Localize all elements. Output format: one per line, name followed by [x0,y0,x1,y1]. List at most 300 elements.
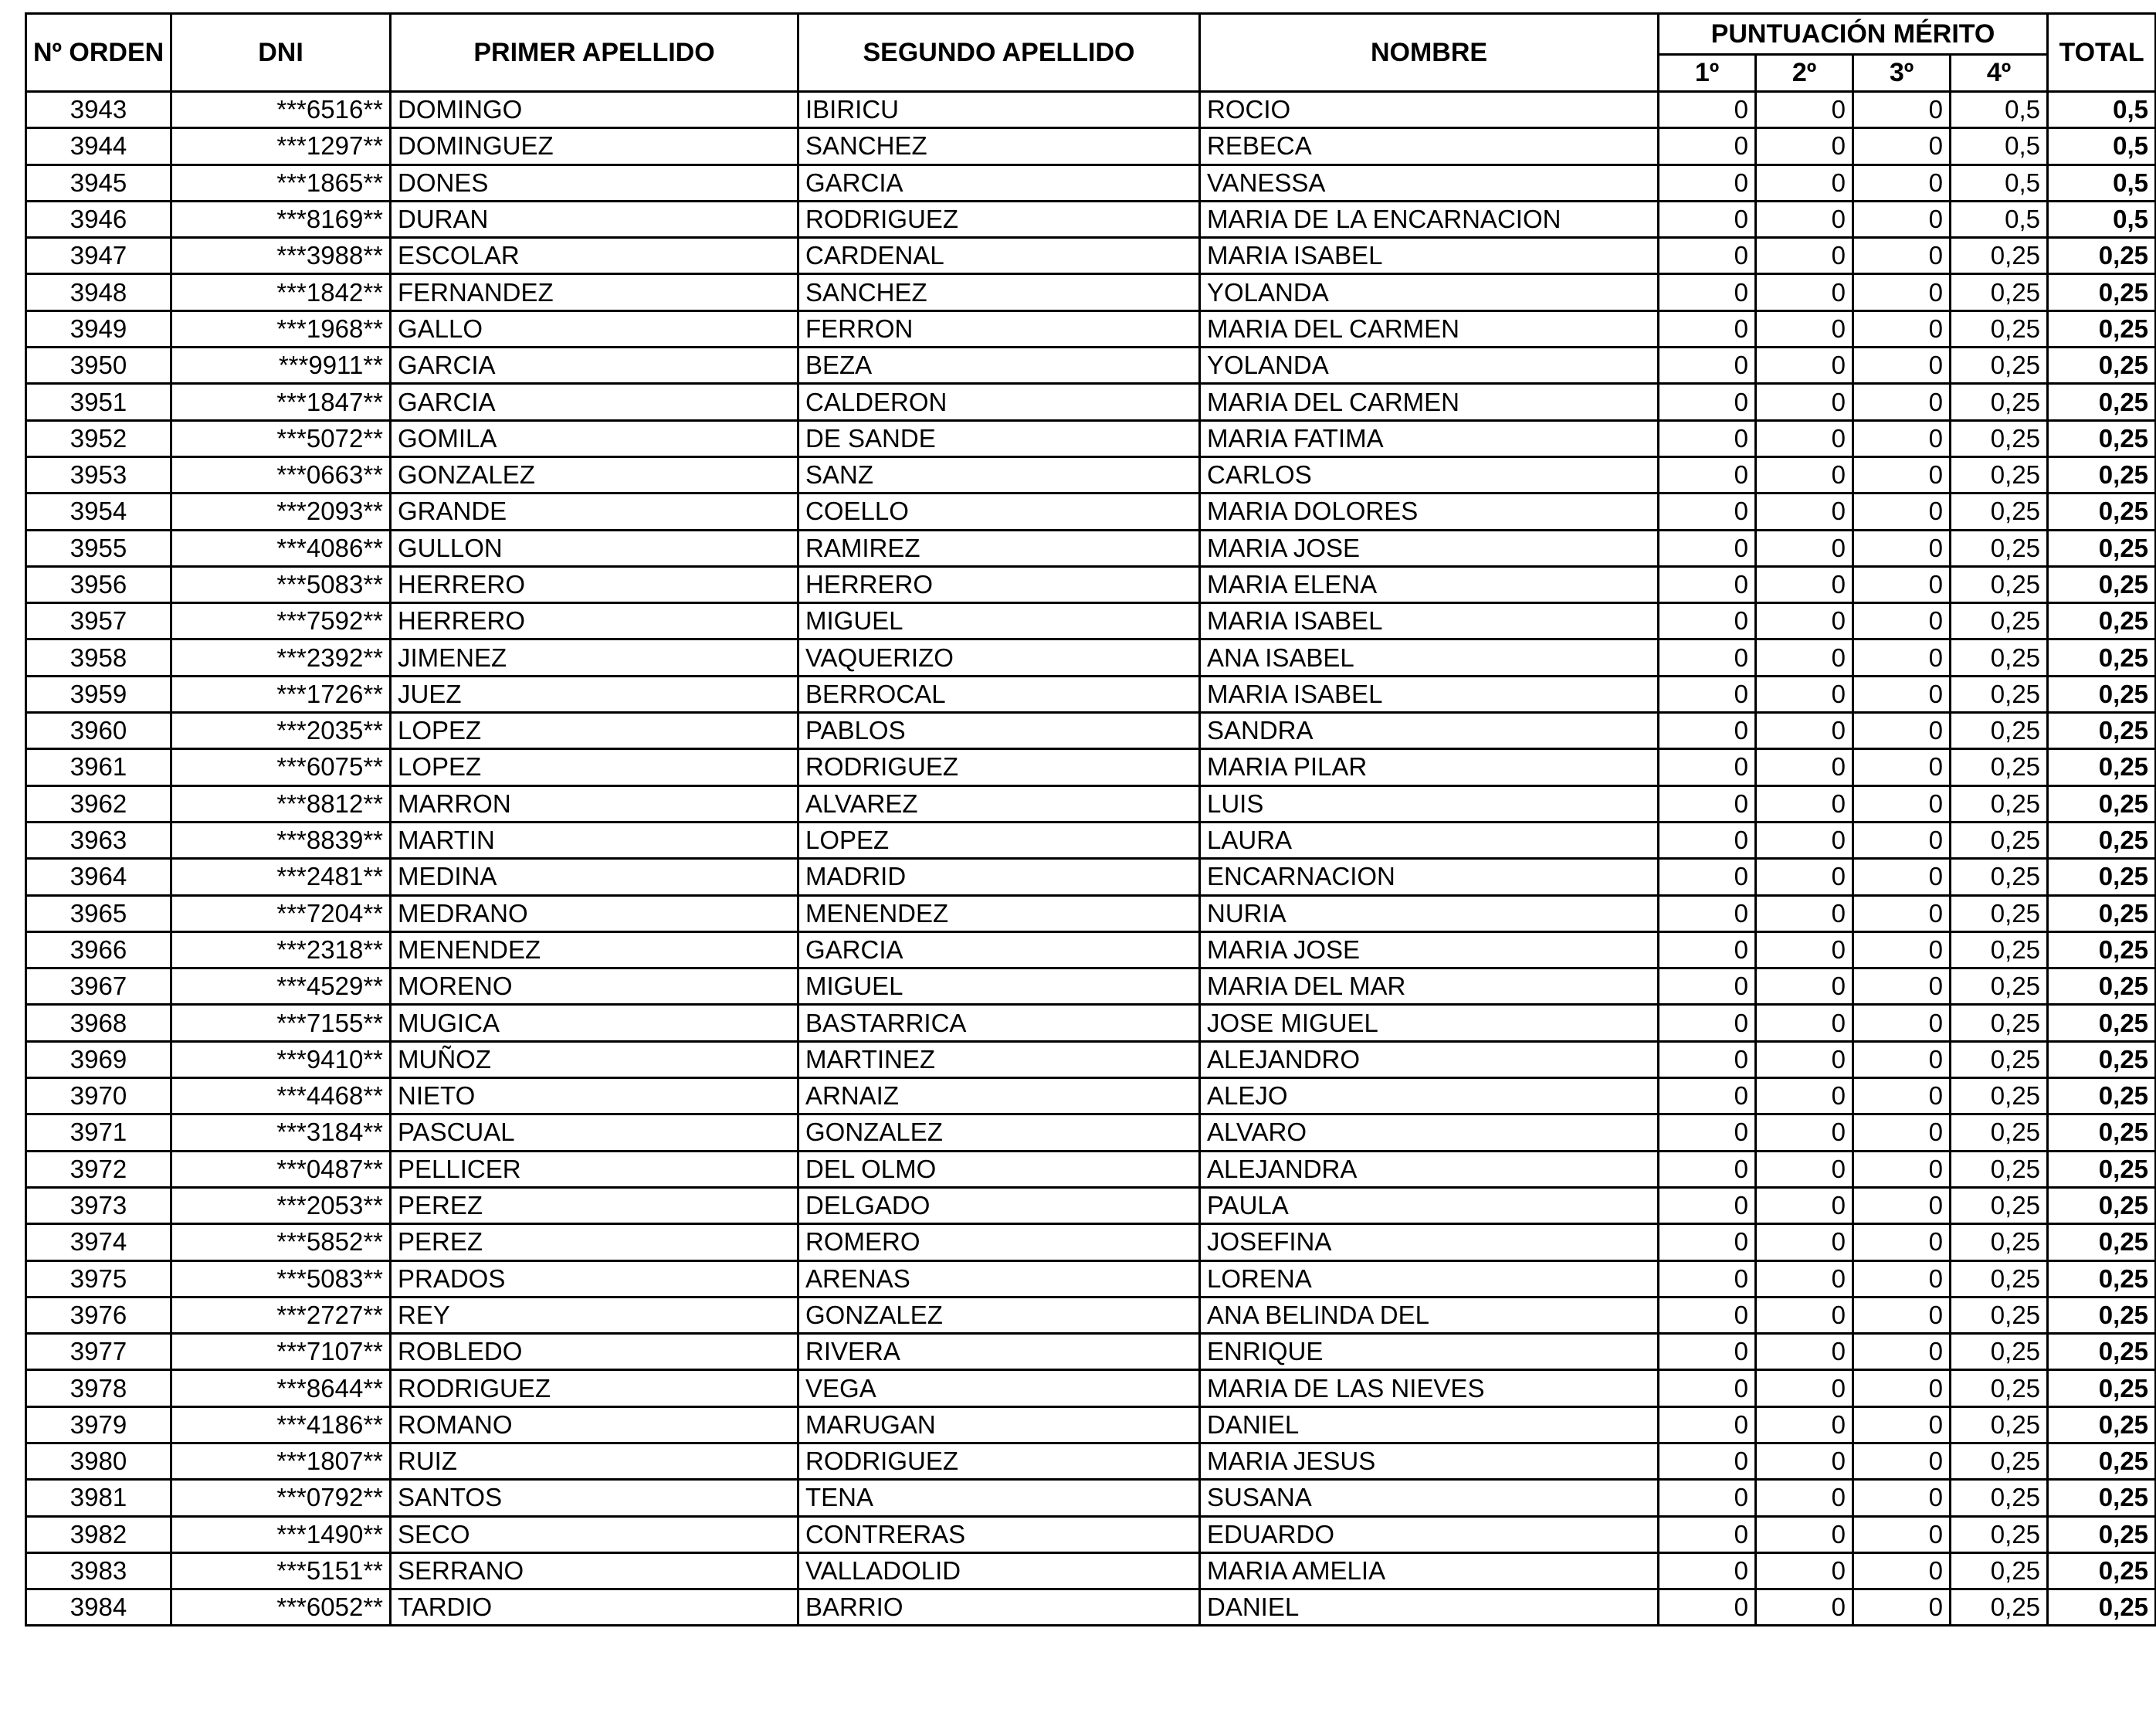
cell-orden: 3972 [26,1151,171,1187]
cell-merit-1: 0 [1659,238,1756,274]
cell-merit-2: 0 [1756,566,1853,602]
cell-merit-2: 0 [1756,1516,1853,1552]
cell-merit-4: 0,25 [1951,931,2048,968]
cell-segundo-apellido: RODRIGUEZ [798,1443,1200,1479]
cell-segundo-apellido: ROMERO [798,1224,1200,1260]
cell-total: 0,25 [2048,456,2156,493]
cell-primer-apellido: NIETO [391,1078,798,1114]
cell-primer-apellido: JIMENEZ [391,639,798,676]
cell-merit-3: 0 [1853,165,1951,201]
cell-total: 0,5 [2048,201,2156,237]
cell-orden: 3962 [26,785,171,822]
cell-merit-4: 0,25 [1951,1260,2048,1297]
cell-nombre: ALEJANDRA [1200,1151,1659,1187]
cell-orden: 3967 [26,968,171,1005]
cell-merit-2: 0 [1756,201,1853,237]
cell-merit-3: 0 [1853,494,1951,530]
cell-segundo-apellido: TENA [798,1480,1200,1516]
cell-merit-3: 0 [1853,1589,1951,1626]
table-row [26,639,2156,676]
cell-dni: ***9410** [171,1041,391,1077]
cell-merit-1: 0 [1659,1114,1756,1151]
cell-merit-4: 0,25 [1951,1078,2048,1114]
cell-merit-2: 0 [1756,1589,1853,1626]
cell-merit-1: 0 [1659,274,1756,310]
cell-orden: 3976 [26,1297,171,1333]
cell-segundo-apellido: GARCIA [798,931,1200,968]
cell-merit-3: 0 [1853,1297,1951,1333]
cell-orden: 3964 [26,859,171,895]
cell-dni: ***4186** [171,1406,391,1443]
cell-merit-1: 0 [1659,713,1756,749]
cell-dni: ***4468** [171,1078,391,1114]
cell-merit-2: 0 [1756,1260,1853,1297]
header-merit-3: 3º [1853,55,1951,92]
cell-merit-3: 0 [1853,749,1951,785]
cell-merit-3: 0 [1853,1151,1951,1187]
cell-total: 0,25 [2048,530,2156,566]
header-merit-2: 2º [1756,55,1853,92]
cell-total: 0,25 [2048,420,2156,456]
table-row [26,785,2156,822]
cell-merit-2: 0 [1756,1443,1853,1479]
cell-nombre: MARIA JOSE [1200,931,1659,968]
cell-merit-3: 0 [1853,1114,1951,1151]
cell-primer-apellido: MEDRANO [391,895,798,931]
cell-merit-4: 0,25 [1951,859,2048,895]
cell-merit-2: 0 [1756,1041,1853,1077]
cell-merit-2: 0 [1756,1005,1853,1041]
cell-segundo-apellido: BASTARRICA [798,1005,1200,1041]
cell-primer-apellido: PASCUAL [391,1114,798,1151]
cell-merit-2: 0 [1756,639,1853,676]
cell-nombre: YOLANDA [1200,274,1659,310]
table-row [26,1589,2156,1626]
cell-merit-1: 0 [1659,1589,1756,1626]
table-row [26,128,2156,165]
cell-merit-2: 0 [1756,968,1853,1005]
table-row [26,456,2156,493]
cell-merit-3: 0 [1853,1078,1951,1114]
cell-merit-1: 0 [1659,128,1756,165]
cell-orden: 3966 [26,931,171,968]
cell-merit-3: 0 [1853,676,1951,712]
table-row [26,384,2156,420]
cell-merit-1: 0 [1659,859,1756,895]
cell-primer-apellido: PRADOS [391,1260,798,1297]
cell-total: 0,25 [2048,1041,2156,1077]
cell-merit-3: 0 [1853,713,1951,749]
cell-orden: 3970 [26,1078,171,1114]
cell-orden: 3952 [26,420,171,456]
cell-orden: 3981 [26,1480,171,1516]
cell-orden: 3982 [26,1516,171,1552]
cell-merit-1: 0 [1659,639,1756,676]
cell-segundo-apellido: DEL OLMO [798,1151,1200,1187]
cell-segundo-apellido: CARDENAL [798,238,1200,274]
cell-segundo-apellido: CALDERON [798,384,1200,420]
cell-primer-apellido: ROBLEDO [391,1334,798,1370]
cell-merit-2: 0 [1756,384,1853,420]
cell-total: 0,25 [2048,566,2156,602]
cell-segundo-apellido: MADRID [798,859,1200,895]
cell-segundo-apellido: VAQUERIZO [798,639,1200,676]
cell-nombre: MARIA AMELIA [1200,1552,1659,1589]
cell-merit-2: 0 [1756,1552,1853,1589]
cell-merit-1: 0 [1659,92,1756,128]
cell-primer-apellido: MUÑOZ [391,1041,798,1077]
cell-merit-4: 0,25 [1951,785,2048,822]
header-puntuacion-merito: PUNTUACIÓN MÉRITO [1659,14,2048,55]
cell-merit-4: 0,25 [1951,1005,2048,1041]
cell-segundo-apellido: DE SANDE [798,420,1200,456]
cell-primer-apellido: RODRIGUEZ [391,1370,798,1406]
cell-total: 0,25 [2048,1334,2156,1370]
table-row [26,1480,2156,1516]
cell-merit-1: 0 [1659,310,1756,347]
cell-primer-apellido: GONZALEZ [391,456,798,493]
cell-merit-3: 0 [1853,785,1951,822]
cell-orden: 3963 [26,822,171,858]
cell-dni: ***8644** [171,1370,391,1406]
cell-dni: ***1297** [171,128,391,165]
header-primer-apellido: PRIMER APELLIDO [391,14,798,92]
cell-merit-1: 0 [1659,456,1756,493]
cell-merit-3: 0 [1853,1480,1951,1516]
cell-primer-apellido: MARTIN [391,822,798,858]
cell-merit-2: 0 [1756,822,1853,858]
cell-orden: 3983 [26,1552,171,1589]
cell-merit-4: 0,25 [1951,822,2048,858]
cell-nombre: ANA BELINDA DEL [1200,1297,1659,1333]
cell-merit-2: 0 [1756,420,1853,456]
cell-merit-4: 0,5 [1951,128,2048,165]
cell-merit-1: 0 [1659,749,1756,785]
cell-merit-2: 0 [1756,456,1853,493]
cell-orden: 3960 [26,713,171,749]
cell-total: 0,25 [2048,1224,2156,1260]
cell-merit-2: 0 [1756,1224,1853,1260]
cell-dni: ***1847** [171,384,391,420]
table-header [26,14,2156,92]
cell-merit-3: 0 [1853,201,1951,237]
cell-total: 0,25 [2048,310,2156,347]
cell-dni: ***6516** [171,92,391,128]
cell-primer-apellido: PEREZ [391,1224,798,1260]
cell-dni: ***8169** [171,201,391,237]
cell-total: 0,25 [2048,1370,2156,1406]
cell-primer-apellido: LOPEZ [391,749,798,785]
cell-total: 0,5 [2048,92,2156,128]
table-row [26,530,2156,566]
cell-nombre: ANA ISABEL [1200,639,1659,676]
cell-merit-2: 0 [1756,785,1853,822]
cell-merit-3: 0 [1853,895,1951,931]
cell-segundo-apellido: FERRON [798,310,1200,347]
cell-orden: 3961 [26,749,171,785]
cell-dni: ***6052** [171,1589,391,1626]
cell-merit-3: 0 [1853,238,1951,274]
cell-merit-4: 0,25 [1951,1516,2048,1552]
cell-segundo-apellido: BARRIO [798,1589,1200,1626]
cell-merit-4: 0,25 [1951,1443,2048,1479]
cell-nombre: VANESSA [1200,165,1659,201]
cell-segundo-apellido: GONZALEZ [798,1114,1200,1151]
table-row [26,1041,2156,1077]
cell-merit-4: 0,5 [1951,165,2048,201]
cell-total: 0,25 [2048,494,2156,530]
cell-total: 0,25 [2048,603,2156,639]
cell-merit-3: 0 [1853,1260,1951,1297]
cell-orden: 3974 [26,1224,171,1260]
table-row [26,1260,2156,1297]
cell-orden: 3984 [26,1589,171,1626]
cell-dni: ***1968** [171,310,391,347]
cell-orden: 3973 [26,1187,171,1223]
cell-merit-1: 0 [1659,931,1756,968]
cell-orden: 3958 [26,639,171,676]
cell-total: 0,25 [2048,785,2156,822]
cell-merit-2: 0 [1756,1078,1853,1114]
table-row [26,92,2156,128]
cell-total: 0,25 [2048,639,2156,676]
cell-merit-1: 0 [1659,1078,1756,1114]
cell-nombre: MARIA DE LAS NIEVES [1200,1370,1659,1406]
cell-merit-1: 0 [1659,1334,1756,1370]
cell-segundo-apellido: MARTINEZ [798,1041,1200,1077]
cell-nombre: MARIA FATIMA [1200,420,1659,456]
cell-nombre: SANDRA [1200,713,1659,749]
cell-merit-3: 0 [1853,384,1951,420]
cell-total: 0,25 [2048,1187,2156,1223]
table-row [26,603,2156,639]
cell-total: 0,25 [2048,1151,2156,1187]
cell-merit-4: 0,25 [1951,310,2048,347]
cell-merit-1: 0 [1659,1443,1756,1479]
cell-merit-2: 0 [1756,749,1853,785]
table-row [26,1151,2156,1187]
cell-merit-2: 0 [1756,713,1853,749]
cell-nombre: ENCARNACION [1200,859,1659,895]
cell-total: 0,25 [2048,676,2156,712]
cell-nombre: SUSANA [1200,1480,1659,1516]
cell-merit-3: 0 [1853,1406,1951,1443]
cell-dni: ***7155** [171,1005,391,1041]
cell-orden: 3953 [26,456,171,493]
cell-orden: 3971 [26,1114,171,1151]
cell-total: 0,25 [2048,1078,2156,1114]
cell-primer-apellido: SERRANO [391,1552,798,1589]
cell-segundo-apellido: MENENDEZ [798,895,1200,931]
cell-nombre: MARIA JESUS [1200,1443,1659,1479]
cell-dni: ***1490** [171,1516,391,1552]
cell-total: 0,25 [2048,384,2156,420]
cell-merit-1: 0 [1659,494,1756,530]
cell-segundo-apellido: PABLOS [798,713,1200,749]
cell-merit-4: 0,5 [1951,201,2048,237]
cell-merit-2: 0 [1756,603,1853,639]
cell-dni: ***1807** [171,1443,391,1479]
cell-segundo-apellido: BERROCAL [798,676,1200,712]
cell-primer-apellido: LOPEZ [391,713,798,749]
cell-nombre: ENRIQUE [1200,1334,1659,1370]
cell-merit-2: 0 [1756,859,1853,895]
table-row [26,859,2156,895]
table-row [26,1406,2156,1443]
cell-merit-4: 0,25 [1951,713,2048,749]
table-row [26,1224,2156,1260]
cell-primer-apellido: MARRON [391,785,798,822]
merit-table [25,12,2156,1627]
cell-dni: ***5151** [171,1552,391,1589]
cell-total: 0,5 [2048,128,2156,165]
cell-primer-apellido: MEDINA [391,859,798,895]
cell-dni: ***5072** [171,420,391,456]
cell-orden: 3947 [26,238,171,274]
cell-merit-4: 0,5 [1951,92,2048,128]
header-merit-4: 4º [1951,55,2048,92]
cell-primer-apellido: HERRERO [391,566,798,602]
table-row [26,822,2156,858]
cell-nombre: MARIA DE LA ENCARNACION [1200,201,1659,237]
cell-orden: 3944 [26,128,171,165]
cell-merit-2: 0 [1756,530,1853,566]
cell-orden: 3946 [26,201,171,237]
cell-merit-4: 0,25 [1951,1114,2048,1151]
cell-segundo-apellido: ARNAIZ [798,1078,1200,1114]
cell-orden: 3955 [26,530,171,566]
cell-merit-2: 0 [1756,676,1853,712]
cell-merit-1: 0 [1659,968,1756,1005]
cell-merit-4: 0,25 [1951,1224,2048,1260]
cell-merit-3: 0 [1853,968,1951,1005]
cell-orden: 3945 [26,165,171,201]
cell-segundo-apellido: COELLO [798,494,1200,530]
cell-segundo-apellido: LOPEZ [798,822,1200,858]
cell-primer-apellido: TARDIO [391,1589,798,1626]
cell-merit-3: 0 [1853,1334,1951,1370]
table-row [26,1078,2156,1114]
cell-nombre: LORENA [1200,1260,1659,1297]
cell-merit-4: 0,25 [1951,1480,2048,1516]
cell-total: 0,25 [2048,1297,2156,1333]
cell-orden: 3969 [26,1041,171,1077]
cell-dni: ***2318** [171,931,391,968]
cell-merit-1: 0 [1659,1187,1756,1223]
cell-nombre: MARIA DEL CARMEN [1200,310,1659,347]
cell-dni: ***5083** [171,566,391,602]
cell-merit-3: 0 [1853,92,1951,128]
cell-primer-apellido: ESCOLAR [391,238,798,274]
cell-merit-2: 0 [1756,128,1853,165]
cell-merit-2: 0 [1756,1334,1853,1370]
cell-dni: ***6075** [171,749,391,785]
cell-merit-4: 0,25 [1951,456,2048,493]
cell-dni: ***1865** [171,165,391,201]
cell-nombre: ROCIO [1200,92,1659,128]
cell-dni: ***8839** [171,822,391,858]
cell-primer-apellido: JUEZ [391,676,798,712]
cell-merit-3: 0 [1853,348,1951,384]
cell-total: 0,25 [2048,859,2156,895]
cell-merit-3: 0 [1853,128,1951,165]
cell-orden: 3977 [26,1334,171,1370]
cell-merit-1: 0 [1659,1041,1756,1077]
cell-merit-4: 0,25 [1951,1589,2048,1626]
cell-merit-1: 0 [1659,566,1756,602]
cell-primer-apellido: PEREZ [391,1187,798,1223]
cell-dni: ***4529** [171,968,391,1005]
cell-nombre: JOSE MIGUEL [1200,1005,1659,1041]
cell-orden: 3954 [26,494,171,530]
cell-merit-4: 0,25 [1951,1187,2048,1223]
cell-primer-apellido: GRANDE [391,494,798,530]
cell-dni: ***2093** [171,494,391,530]
cell-merit-4: 0,25 [1951,530,2048,566]
cell-total: 0,25 [2048,1443,2156,1479]
cell-total: 0,25 [2048,1589,2156,1626]
cell-dni: ***7204** [171,895,391,931]
table-row [26,165,2156,201]
cell-nombre: MARIA PILAR [1200,749,1659,785]
cell-total: 0,25 [2048,238,2156,274]
table-row [26,1297,2156,1333]
cell-merit-2: 0 [1756,1406,1853,1443]
header-merit-1: 1º [1659,55,1756,92]
cell-nombre: ALVARO [1200,1114,1659,1151]
header-nombre: NOMBRE [1200,14,1659,92]
cell-orden: 3949 [26,310,171,347]
cell-nombre: REBECA [1200,128,1659,165]
table-body [26,92,2156,1626]
cell-orden: 3951 [26,384,171,420]
cell-merit-1: 0 [1659,603,1756,639]
cell-total: 0,25 [2048,1005,2156,1041]
cell-merit-2: 0 [1756,1297,1853,1333]
cell-merit-1: 0 [1659,1552,1756,1589]
cell-dni: ***1842** [171,274,391,310]
cell-primer-apellido: MENENDEZ [391,931,798,968]
cell-orden: 3956 [26,566,171,602]
cell-merit-4: 0,25 [1951,676,2048,712]
cell-total: 0,25 [2048,1114,2156,1151]
cell-segundo-apellido: MIGUEL [798,968,1200,1005]
cell-nombre: NURIA [1200,895,1659,931]
cell-merit-1: 0 [1659,1224,1756,1260]
cell-merit-2: 0 [1756,1151,1853,1187]
cell-primer-apellido: DURAN [391,201,798,237]
cell-total: 0,25 [2048,1552,2156,1589]
cell-primer-apellido: GOMILA [391,420,798,456]
cell-merit-4: 0,25 [1951,749,2048,785]
table-row [26,1334,2156,1370]
cell-total: 0,25 [2048,1260,2156,1297]
cell-merit-4: 0,25 [1951,639,2048,676]
cell-nombre: MARIA DEL CARMEN [1200,384,1659,420]
cell-primer-apellido: HERRERO [391,603,798,639]
table-row [26,420,2156,456]
cell-merit-3: 0 [1853,931,1951,968]
cell-orden: 3948 [26,274,171,310]
cell-nombre: MARIA ELENA [1200,566,1659,602]
cell-segundo-apellido: MARUGAN [798,1406,1200,1443]
cell-dni: ***2035** [171,713,391,749]
cell-primer-apellido: PELLICER [391,1151,798,1187]
cell-merit-1: 0 [1659,1260,1756,1297]
cell-merit-3: 0 [1853,456,1951,493]
cell-orden: 3980 [26,1443,171,1479]
table-row [26,1114,2156,1151]
